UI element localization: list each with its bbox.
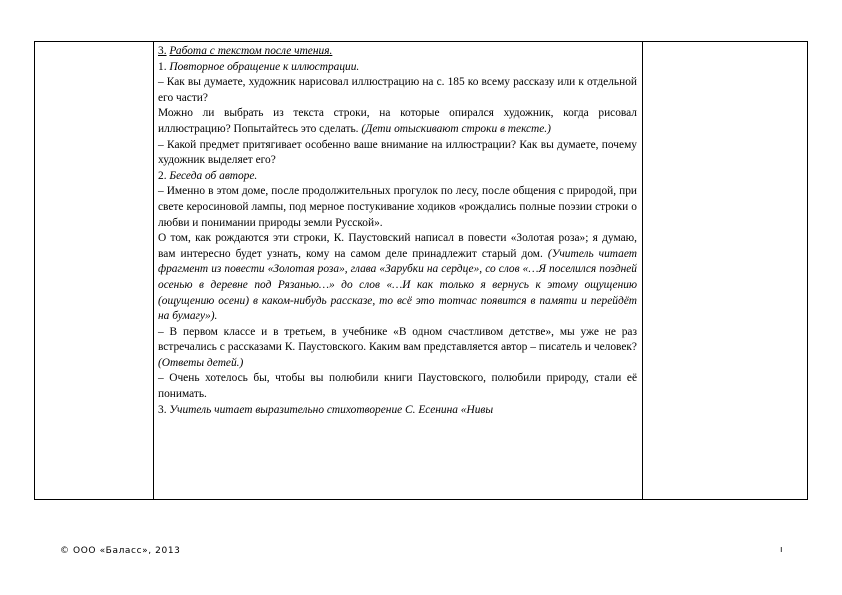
sub-number: 2. (158, 169, 170, 182)
lesson-table (34, 41, 808, 500)
subheading-reading (158, 403, 637, 419)
column-divider-right (642, 42, 643, 499)
sub-title: Повторное обращение к иллюстрации. (169, 60, 360, 73)
question-paragraph: Можно ли выбрать из текста строки, на которые опирался художник, когда рисовал иллюстрацию? Попытайтесь это сделать. (Дети отыскивают строки в тексте.) (158, 107, 637, 135)
section-heading-work-with-text (158, 44, 637, 60)
text-paragraph: – Именно в этом доме, после продолжительных прогулок по лесу, после общения с природой, при свете керосиновой лампы, под мерное постукивание ходиков «рождались полные поэзии строки о любви и понимании природы земли Русской». (158, 185, 637, 229)
question-paragraph: – Какой предмет притягивает особенно ваше внимание на иллюстрации? Как вы думаете, почему художник выделяет его? (158, 138, 637, 167)
copyright-footer: © ООО «Баласс», 2013 (60, 546, 181, 556)
sub-number: 3. (158, 403, 170, 416)
sub-title: Учитель читает выразительно стихотворение С. Есенина «Нивы (169, 403, 494, 416)
sub-number: 1. (158, 60, 170, 73)
subheading-author (158, 169, 637, 185)
question-paragraph: – Как вы думаете, художник нарисовал иллюстрацию на с. 185 ко всему рассказу или к отдельной его части? (158, 76, 637, 104)
lesson-text (158, 44, 637, 418)
section-number: 3. (158, 45, 167, 57)
text-paragraph: О том, как рождаются эти строки, К. Паустовский написал в повести «Золотая роза»; я думаю, вам интересно будет узнать, кому на самом деле принадлежит старый дом. (Учитель читает фрагмент из повести «Золотая роза», глава «Зарубки на сердце», со слов «…Я поселился поздней осенью в деревне под Рязанью…» до слов «…И как только я вернусь к этому ощущению (ощущению осени) в каком-нибудь рассказе, то всё это тотчас появится в памяти и перейдёт на бумагу»). (158, 232, 637, 323)
section-title: Работа с текстом после чтения. (169, 45, 333, 57)
sub-title: Беседа об авторе. (169, 169, 258, 182)
column-divider-left (153, 42, 154, 499)
page-mark: ı (780, 545, 783, 555)
text-paragraph: – Очень хотелось бы, чтобы вы полюбили книги Паустовского, полюбили природу, стали её понимать. (158, 372, 637, 401)
subheading-illustration (158, 60, 637, 76)
question-paragraph: – В первом классе и в третьем, в учебнике «В одном счастливом детстве», мы уже не раз встречались с рассказами К. Паустовского. Каким вам представляется автор – писатель и человек? (Ответы детей.) (158, 325, 637, 369)
